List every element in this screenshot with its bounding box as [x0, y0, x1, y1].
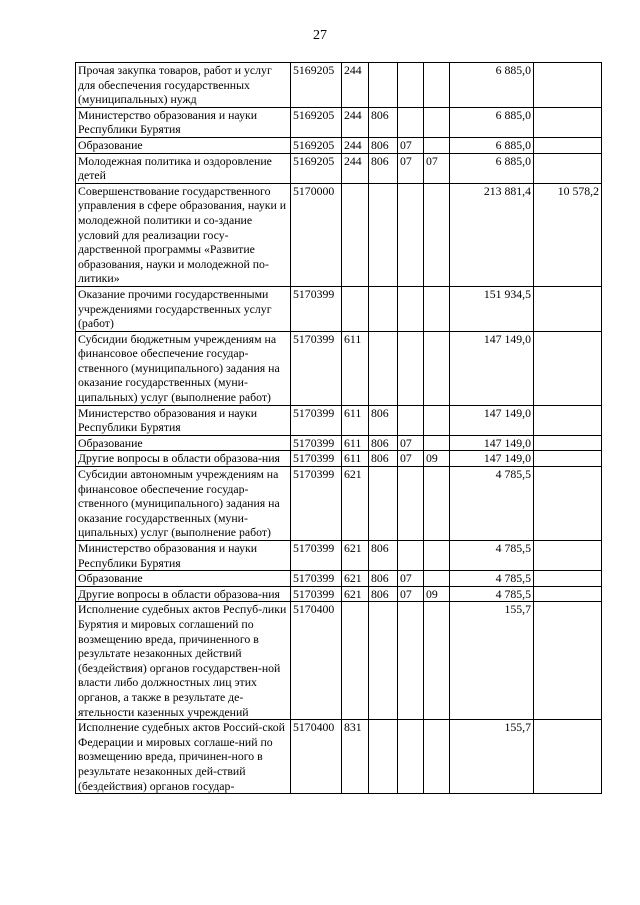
subsection-cell — [424, 435, 450, 451]
amount-cell: 147 149,0 — [450, 451, 534, 467]
section-cell — [398, 720, 424, 794]
amount-cell: 4 785,5 — [450, 571, 534, 587]
target-article-cell: 5170399 — [291, 571, 342, 587]
expense-type-cell: 244 — [342, 137, 369, 153]
target-article-cell: 5170399 — [291, 405, 342, 435]
target-article-cell: 5170399 — [291, 541, 342, 571]
expense-type-cell: 244 — [342, 153, 369, 183]
ministry-code-cell: 806 — [369, 137, 398, 153]
table-row — [76, 586, 602, 602]
amount-cell: 213 881,4 — [450, 183, 534, 286]
expense-type-cell — [342, 286, 369, 331]
expense-type-cell: 611 — [342, 405, 369, 435]
amount-cell: 147 149,0 — [450, 435, 534, 451]
amount-extra-cell — [534, 720, 602, 794]
page-number: 27 — [313, 28, 327, 43]
target-article-cell: 5170400 — [291, 720, 342, 794]
amount-cell: 155,7 — [450, 720, 534, 794]
table-row — [76, 541, 602, 571]
section-cell: 07 — [398, 137, 424, 153]
amount-cell: 6 885,0 — [450, 107, 534, 137]
item-name-cell: Образование — [76, 571, 291, 587]
table-row — [76, 405, 602, 435]
subsection-cell — [424, 331, 450, 405]
section-cell — [398, 405, 424, 435]
item-name-cell: Другие вопросы в области образова-ния — [76, 586, 291, 602]
expense-type-cell: 611 — [342, 451, 369, 467]
section-cell: 07 — [398, 451, 424, 467]
target-article-cell: 5170399 — [291, 451, 342, 467]
item-name-cell: Министерство образования и науки Республики Бурятия — [76, 405, 291, 435]
ministry-code-cell: 806 — [369, 435, 398, 451]
subsection-cell — [424, 405, 450, 435]
amount-cell: 4 785,5 — [450, 541, 534, 571]
table-row — [76, 435, 602, 451]
ministry-code-cell: 806 — [369, 586, 398, 602]
amount-cell: 4 785,5 — [450, 586, 534, 602]
ministry-code-cell — [369, 467, 398, 541]
section-cell — [398, 286, 424, 331]
table-row — [76, 107, 602, 137]
amount-extra-cell — [534, 153, 602, 183]
amount-extra-cell — [534, 586, 602, 602]
amount-extra-cell — [534, 451, 602, 467]
subsection-cell — [424, 720, 450, 794]
subsection-cell — [424, 137, 450, 153]
subsection-cell — [424, 467, 450, 541]
item-name-cell: Исполнение судебных актов Респуб-лики Бурятия и мировых соглашений по возмещению вреда, причиненного в результате незаконных действий (бездействия) органов государствен-ной власти либо должностных лиц этих органов, а также в результате де-ятельности казенных учреждений — [76, 602, 291, 720]
amount-extra-cell — [534, 137, 602, 153]
section-cell — [398, 107, 424, 137]
ministry-code-cell: 806 — [369, 451, 398, 467]
amount-cell: 4 785,5 — [450, 467, 534, 541]
ministry-code-cell: 806 — [369, 405, 398, 435]
amount-extra-cell — [534, 331, 602, 405]
amount-extra-cell — [534, 63, 602, 108]
target-article-cell: 5170399 — [291, 286, 342, 331]
expense-type-cell — [342, 602, 369, 720]
section-cell — [398, 467, 424, 541]
amount-extra-cell — [534, 571, 602, 587]
section-cell: 07 — [398, 586, 424, 602]
ministry-code-cell — [369, 331, 398, 405]
expense-type-cell: 621 — [342, 586, 369, 602]
amount-extra-cell — [534, 541, 602, 571]
section-cell — [398, 331, 424, 405]
target-article-cell: 5169205 — [291, 153, 342, 183]
amount-cell: 155,7 — [450, 602, 534, 720]
expense-type-cell: 611 — [342, 435, 369, 451]
amount-extra-cell — [534, 435, 602, 451]
target-article-cell: 5170399 — [291, 467, 342, 541]
item-name-cell: Оказание прочими государственными учреждениями государственных услуг (работ) — [76, 286, 291, 331]
table-row — [76, 720, 602, 794]
table-row — [76, 467, 602, 541]
item-name-cell: Молодежная политика и оздоровление детей — [76, 153, 291, 183]
table-row — [76, 153, 602, 183]
amount-extra-cell — [534, 107, 602, 137]
item-name-cell: Исполнение судебных актов Россий-ской Федерации и мировых соглаше-ний по возмещению вреда, причинен-ного в результате незаконных дей-ствий (бездействия) органов государ- — [76, 720, 291, 794]
target-article-cell: 5169205 — [291, 63, 342, 108]
table-row — [76, 286, 602, 331]
table-row — [76, 451, 602, 467]
ministry-code-cell: 806 — [369, 107, 398, 137]
target-article-cell: 5170399 — [291, 435, 342, 451]
item-name-cell: Субсидии автономным учреждениям на финансовое обеспечение государ-ственного (муниципального) задания на оказание государственных (муни-ципальных) услуг (выполнение работ) — [76, 467, 291, 541]
subsection-cell: 09 — [424, 586, 450, 602]
expense-type-cell: 621 — [342, 467, 369, 541]
section-cell: 07 — [398, 571, 424, 587]
amount-cell: 147 149,0 — [450, 405, 534, 435]
item-name-cell: Образование — [76, 435, 291, 451]
subsection-cell — [424, 183, 450, 286]
ministry-code-cell: 806 — [369, 541, 398, 571]
ministry-code-cell — [369, 63, 398, 108]
subsection-cell — [424, 602, 450, 720]
table-row — [76, 602, 602, 720]
target-article-cell: 5169205 — [291, 107, 342, 137]
subsection-cell: 09 — [424, 451, 450, 467]
ministry-code-cell — [369, 720, 398, 794]
subsection-cell — [424, 107, 450, 137]
table-row — [76, 183, 602, 286]
expense-type-cell: 244 — [342, 107, 369, 137]
ministry-code-cell: 806 — [369, 571, 398, 587]
subsection-cell — [424, 541, 450, 571]
amount-cell: 151 934,5 — [450, 286, 534, 331]
item-name-cell: Министерство образования и науки Республики Бурятия — [76, 541, 291, 571]
amount-cell: 6 885,0 — [450, 137, 534, 153]
table-row — [76, 331, 602, 405]
budget-table — [75, 62, 602, 794]
target-article-cell: 5170399 — [291, 331, 342, 405]
expense-type-cell — [342, 183, 369, 286]
expense-type-cell: 611 — [342, 331, 369, 405]
amount-extra-cell — [534, 467, 602, 541]
subsection-cell — [424, 63, 450, 108]
table-body — [76, 63, 602, 794]
item-name-cell: Министерство образования и науки Республики Бурятия — [76, 107, 291, 137]
target-article-cell: 5169205 — [291, 137, 342, 153]
table-row — [76, 571, 602, 587]
expense-type-cell: 621 — [342, 541, 369, 571]
expense-type-cell: 831 — [342, 720, 369, 794]
ministry-code-cell — [369, 286, 398, 331]
amount-cell: 6 885,0 — [450, 153, 534, 183]
target-article-cell: 5170000 — [291, 183, 342, 286]
section-cell — [398, 541, 424, 571]
amount-extra-cell: 10 578,2 — [534, 183, 602, 286]
item-name-cell: Совершенствование государственного управления в сфере образования, науки и молодежной политики и со-здание условий для реализации госу-дарственной программы «Развитие образования, науки и молодежной по-литики» — [76, 183, 291, 286]
target-article-cell: 5170399 — [291, 586, 342, 602]
section-cell — [398, 183, 424, 286]
section-cell — [398, 63, 424, 108]
section-cell: 07 — [398, 435, 424, 451]
amount-cell: 6 885,0 — [450, 63, 534, 108]
ministry-code-cell — [369, 602, 398, 720]
table-row — [76, 137, 602, 153]
expense-type-cell: 244 — [342, 63, 369, 108]
item-name-cell: Субсидии бюджетным учреждениям на финансовое обеспечение государ-ственного (муниципального) задания на оказание государственных (муни-ципальных) услуг (выполнение работ) — [76, 331, 291, 405]
item-name-cell: Прочая закупка товаров, работ и услуг для обеспечения государственных (муниципальных) нужд — [76, 63, 291, 108]
amount-extra-cell — [534, 405, 602, 435]
item-name-cell: Образование — [76, 137, 291, 153]
table-row — [76, 63, 602, 108]
subsection-cell — [424, 286, 450, 331]
expense-type-cell: 621 — [342, 571, 369, 587]
amount-extra-cell — [534, 602, 602, 720]
target-article-cell: 5170400 — [291, 602, 342, 720]
subsection-cell: 07 — [424, 153, 450, 183]
amount-cell: 147 149,0 — [450, 331, 534, 405]
item-name-cell: Другие вопросы в области образова-ния — [76, 451, 291, 467]
section-cell: 07 — [398, 153, 424, 183]
section-cell — [398, 602, 424, 720]
amount-extra-cell — [534, 286, 602, 331]
ministry-code-cell: 806 — [369, 153, 398, 183]
subsection-cell — [424, 571, 450, 587]
ministry-code-cell — [369, 183, 398, 286]
